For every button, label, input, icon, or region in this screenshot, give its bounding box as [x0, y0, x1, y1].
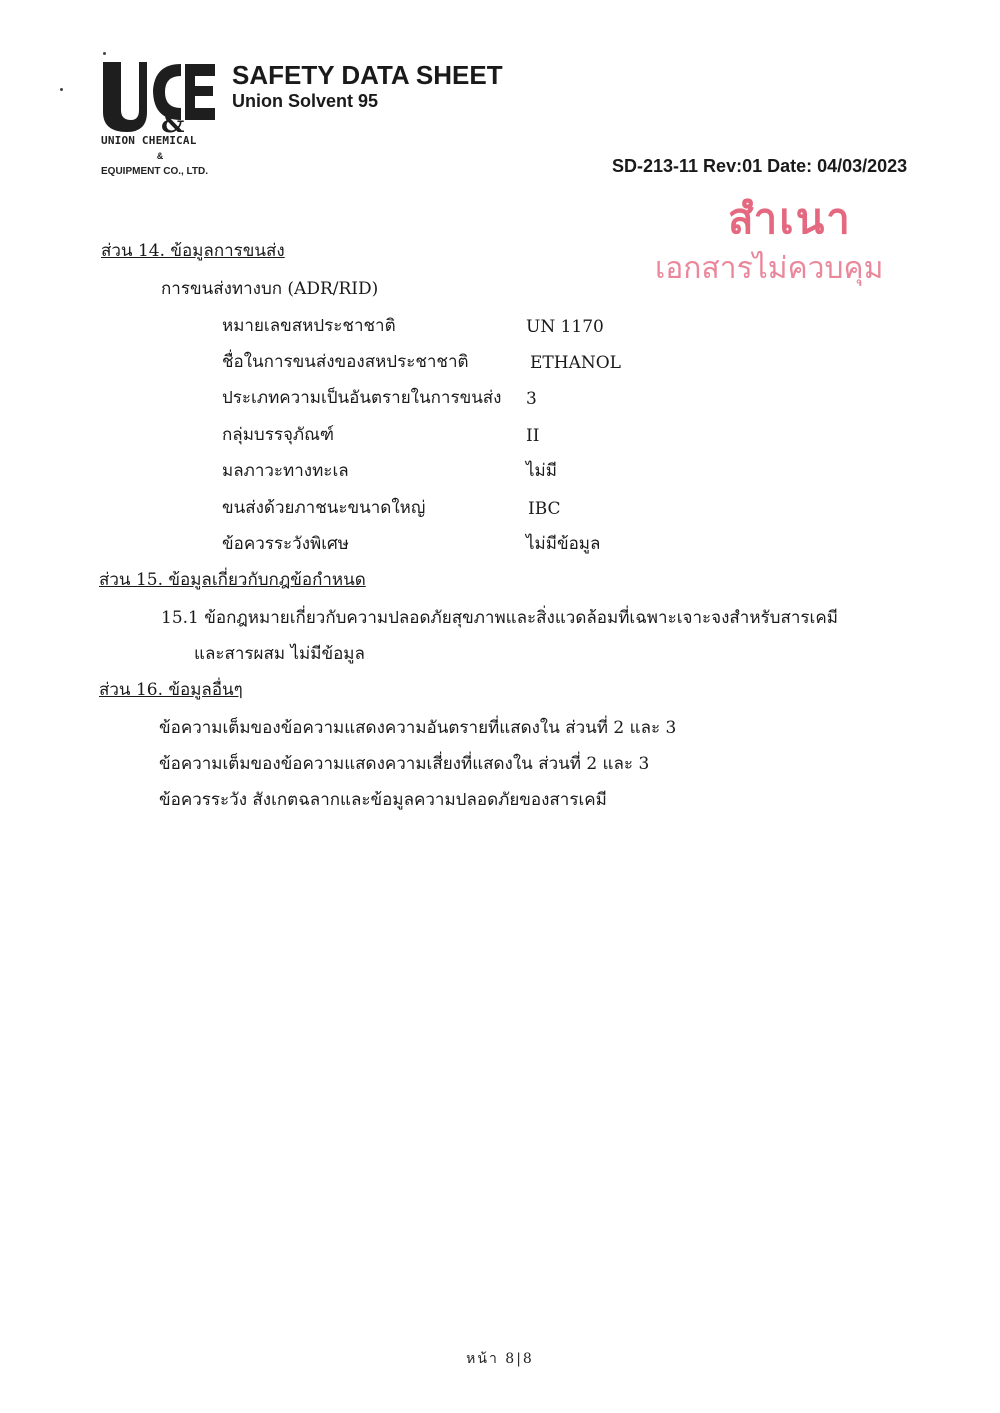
transport-value-special-precautions: ไม่มีข้อมูล	[526, 534, 601, 554]
section-16-heading: ส่วน 16. ข้อมูลอื่นๆ	[99, 680, 243, 700]
transport-label-bulk-container: ขนส่งด้วยภาชนะขนาดใหญ่	[222, 498, 426, 518]
transport-value-hazard-class: 3	[526, 389, 537, 409]
copy-stamp: สำเนา	[728, 194, 852, 243]
transport-label-packing-group: กลุ่มบรรจุภัณฑ์	[222, 425, 335, 445]
transport-value-un-number: UN 1170	[526, 317, 604, 337]
logo-company-line2: EQUIPMENT CO., LTD.	[101, 166, 209, 177]
transport-value-marine-pollutant: ไม่มี	[526, 461, 557, 481]
section-15-heading: ส่วน 15. ข้อมูลเกี่ยวกับกฎข้อกำหนด	[99, 570, 366, 590]
svg-text:&: &	[161, 109, 185, 134]
document-reference: SD-213-11 Rev:01 Date: 04/03/2023	[612, 156, 908, 176]
document-title: SAFETY DATA SHEET	[232, 60, 503, 90]
land-transport-heading: การขนส่งทางบก (ADR/RID)	[161, 279, 379, 299]
uce-logo-icon	[101, 62, 217, 134]
transport-value-packing-group: II	[526, 426, 540, 446]
section-14-heading: ส่วน 14. ข้อมูลการขนส่ง	[101, 241, 285, 261]
transport-label-marine-pollutant: มลภาวะทางทะเล	[222, 461, 349, 481]
logo-ampersand: &	[156, 151, 164, 161]
section-15-regulation-text-cont: และสารผสม ไม่มีข้อมูล	[194, 644, 365, 664]
logo-company-line1: UNION CHEMICAL	[101, 134, 197, 147]
company-logo	[101, 62, 217, 182]
transport-label-shipping-name: ชื่อในการขนส่งของสหประชาชาติ	[222, 352, 469, 372]
transport-label-special-precautions: ข้อควรระวังพิเศษ	[222, 534, 350, 554]
transport-value-bulk-container: IBC	[528, 499, 561, 519]
uncontrolled-document-stamp: เอกสารไม่ควบคุม	[655, 251, 884, 286]
transport-label-hazard-class: ประเภทความเป็นอันตรายในการขนส่ง	[222, 388, 502, 408]
section-16-line-risk-statements: ข้อความเต็มของข้อความแสดงความเสี่ยงที่แสดงใน ส่วนที่ 2 และ 3	[159, 754, 650, 774]
scan-mark	[103, 52, 106, 55]
transport-label-un-number: หมายเลขสหประชาชาติ	[222, 316, 396, 336]
product-name: Union Solvent 95	[232, 91, 379, 111]
section-16-line-precautions: ข้อควรระวัง สังเกตฉลากและข้อมูลความปลอดภัยของสารเคมี	[159, 790, 607, 810]
section-16-line-hazard-statements: ข้อความเต็มของข้อความแสดงความอันตรายที่แสดงใน ส่วนที่ 2 และ 3	[159, 718, 677, 738]
transport-value-shipping-name: ETHANOL	[530, 353, 621, 373]
page-number: หน้า 8|8	[466, 1351, 534, 1367]
section-15-regulation-text: 15.1 ข้อกฎหมายเกี่ยวกับความปลอดภัยสุขภาพและสิ่งแวดล้อมที่เฉพาะเจาะจงสำหรับสารเคมี	[161, 608, 838, 628]
scan-mark	[60, 88, 63, 91]
